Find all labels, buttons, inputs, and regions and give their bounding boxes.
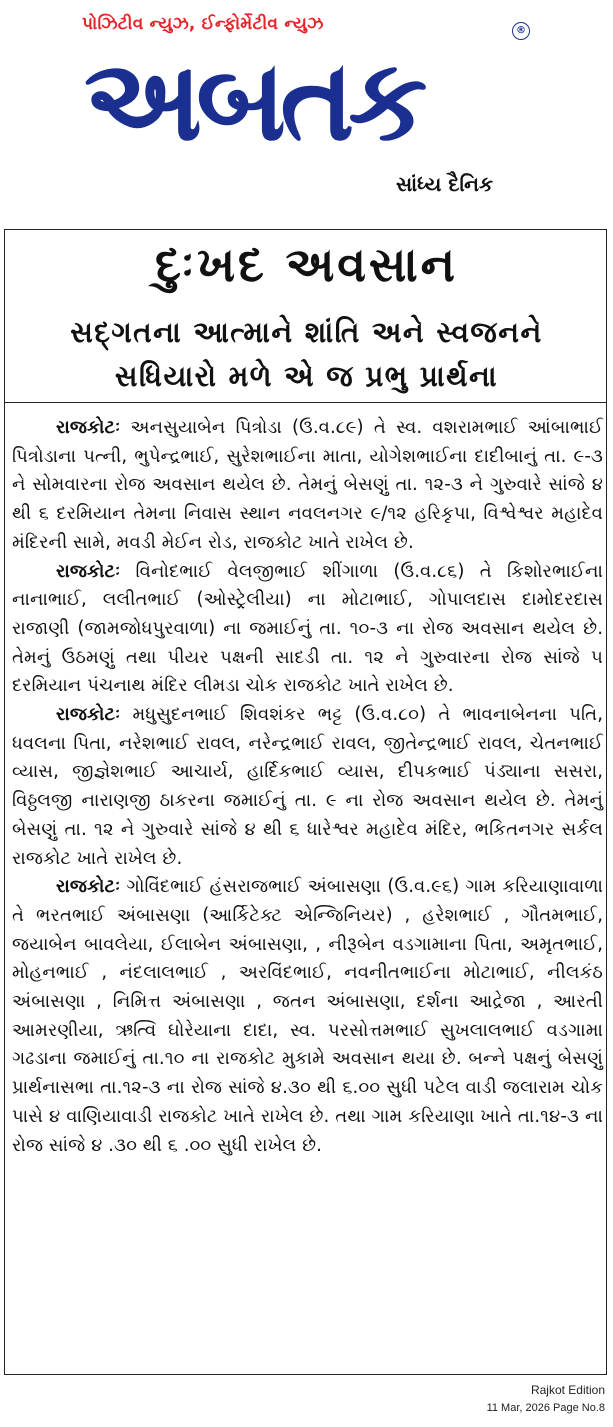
entry-text: મધુસુદનભાઈ શિવશંકર ભટ્ટ (ઉ.વ.૮૦) તે ભાવનાબેનના પતિ, ધવલના પિતા, નરેશભાઈ રાવલ, નરેન્દ્રભાઈ રાવલ, જીતેન્દ્રભાઈ રાવલ, ચેતનભાઈ વ્યાસ, જીજ્ઞેશભાઈ આચાર્ય, હાર્દિકભાઈ વ્યાસ, દીપકભાઈ પંડ્યાના સસરા, વિઠ્ઠલજી નારાણજી ઠાકરના જમાઈનું તા. ૯ ના રોજ અવસાન થયેલ છે. તેમનું બેસણું તા. ૧૨ ને ગુરુવારે સાંજે ૪ થી ૬ ધારેશ્વર મહાદેવ મંદિર, ભકિતનગર સર્કલ રાજકોટ ખાતે રાખેલ છે. (12, 704, 603, 869)
entry-text: અનસુયાબેન પિત્રોડા (ઉ.વ.૮૯) તે સ્વ. વશરામભાઈ આંબાભાઈ પિત્રોડાના પત્ની, ભુપેન્દ્રભાઈ, સુરેશભાઈના માતા, યોગેશભાઈના દાદીબાનું તા. ૯-૩ ને સોમવારના રોજ અવસાન થયેલ છે. તેમનું બેસણું તા. ૧૨-૩ ને ગુરુવારે સાંજે ૪ થી ૬ દરમિયાન તેમના નિવાસ સ્થાન નવલનગર ૯/૧૨ હરિકૃપા, વિશ્વેશ્વર મહાદેવ મંદિરની સામે, મવડી મેઈન રોડ, રાજકોટ ખાતે રાખેલ છે. (12, 417, 603, 553)
obituary-entry (12, 701, 603, 873)
obituary-entry (12, 414, 603, 558)
notice-subhead (0, 310, 613, 398)
entry-place: રાજકોટઃ (56, 560, 121, 582)
header-divider (4, 402, 607, 403)
entry-place: રાજકોટઃ (56, 876, 121, 898)
page-footer (487, 1381, 605, 1417)
edition-type-label: સાંધ્ય દૈનિક (396, 172, 494, 196)
entry-text: વિનોદભાઈ વેલજીભાઈ શીંગાળા (ઉ.વ.૮૬) તે કિશોરભાઈના નાનાભાઈ, લલીતભાઈ (ઓસ્ટ્રેલીયા) ના મોટાભાઈ, ગોપાલદાસ દામોદરદાસ રાજાણી (જામજોધપુરવાળા) ના જમાઈનું તા. ૧૦-૩ ના રોજ અવસાન થયેલ છે. તેમનું ઉઠમણું તથા પીયર પક્ષની સાદડી તા. ૧૨ ને ગુરુવારના રોજ સાંજે ૫ દરમિયાન પંચનાથ મંદિર લીમડા ચોક રાજકોટ ખાતે રાખેલ છે. (12, 560, 603, 697)
date-page-label: 11 Mar, 2026 Page No.8 (486, 1402, 605, 1414)
edition-label: Rajkot Edition (530, 1383, 605, 1397)
entry-text: ગોવિંદભાઈ હંસરાજભાઈ અંબાસણા (ઉ.વ.૯૬) ગામ કરિયાણાવાળા તે ભરતભાઈ અંબાસણા (આર્કિટેક્ટ એન્જિનિયર) , હરેશભાઈ , ગૌતમભાઈ, જયાબેન બાવલેયા, ઈલાબેન અંબાસણા, , નીરૂબેન વડગામાના પિતા, અમૃતભાઈ, મોહનભાઈ , નંદલાલભાઈ , અરવિંદભાઈ, નવનીતભાઈના મોટાભાઈ, નીલકંઠ અંબાસણા , નિમિત્ત અંબાસણા , જતન અંબાસણા, દર્શના આદ્રેજા , આરતી આમરણીયા, ઋત્વિ ઘોરેયાના દાદા, સ્વ. પરસોત્તમભાઈ સુખલાલભાઈ વડગામા ગઢડાના જમાઈનું તા.૧૦ ના રાજકોટ મુકામે અવસાન થયા છે. બન્ને પક્ષનું બેસણું પ્રાર્થનાસભા તા.૧૨-૩ ના રોજ સાંજે ૪.૩૦ થી ૬.૦૦ સુધી પટેલ વાડી જલારામ ચોક પાસે ૪ વાણિયાવાડી રાજકોટ ખાતે રાખેલ છે. તથા ગામ કરિયાણા ખાતે તા.૧૪-૩ ના રોજ સાંજે ૪ .૩૦ થી ૬ .૦૦ સુધી રાખેલ છે. (12, 876, 603, 1156)
obituary-body (12, 414, 603, 1160)
obituary-entry (12, 873, 603, 1160)
notice-headline: દુઃખદ અવસાન (155, 237, 458, 293)
entry-place: રાજકોટઃ (56, 417, 121, 438)
masthead-tagline: પોઝિટીવ ન્યુઝ, ઈન્ફોર્મેટીવ ન્યુઝ (82, 14, 324, 34)
obituary-entry (12, 558, 603, 702)
masthead (0, 0, 613, 222)
newspaper-logo: અબતક (84, 36, 422, 166)
entry-place: રાજકોટઃ (56, 704, 121, 726)
subhead-line-1: સદ્ગતના આત્માને શાંતિ અને સ્વજનને (70, 315, 543, 349)
subhead-line-2: સધિયારો મળે એ જ પ્રભુ પ્રાર્થના (114, 359, 499, 393)
registered-mark-icon: ® (512, 22, 530, 40)
